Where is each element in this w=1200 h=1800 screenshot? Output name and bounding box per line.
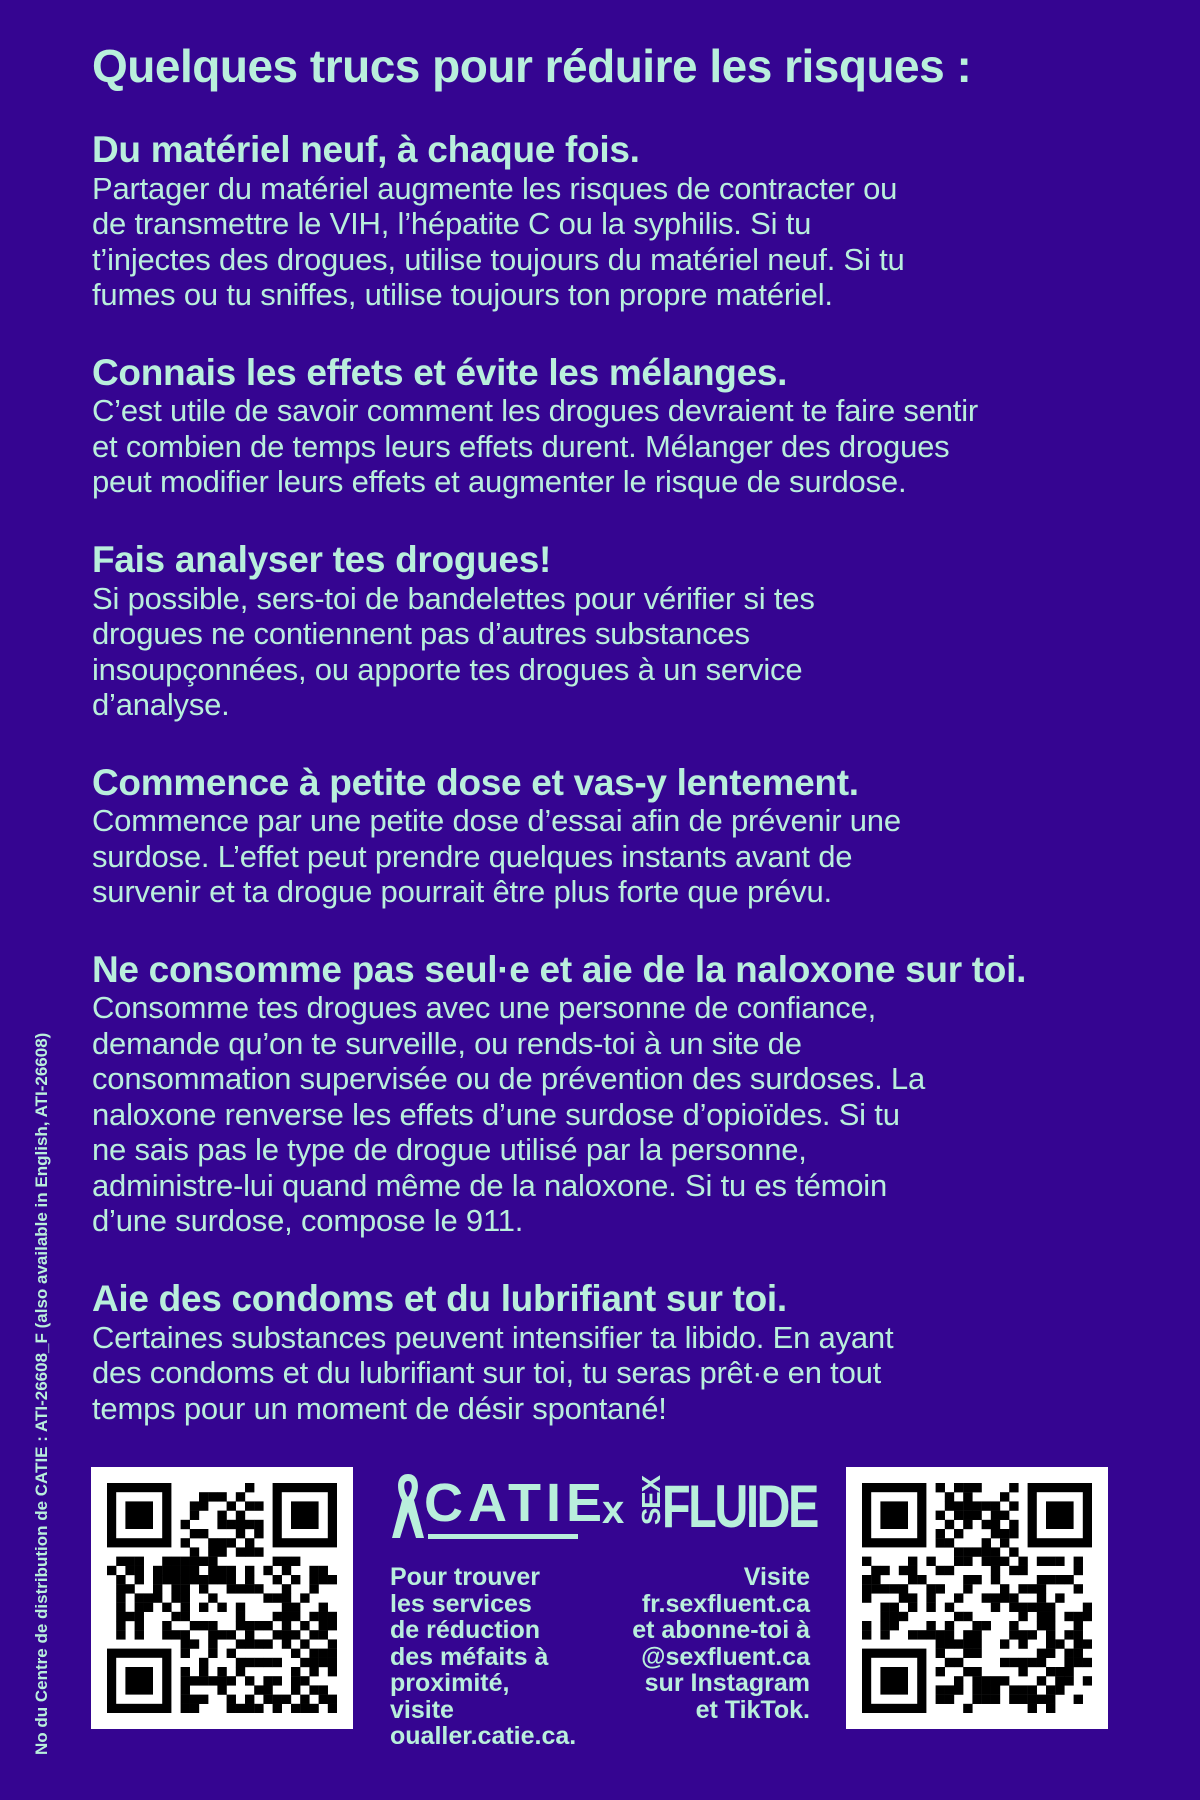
tip-line: administre-lui quand même de la naloxone. Si tu es témoin [92, 1167, 888, 1203]
tip-line: et combien de temps leurs effets durent. Mélanger des drogues [92, 428, 950, 464]
info-line: des méfaits à [390, 1642, 549, 1671]
sexfluent-text [590, 1564, 810, 1723]
tip-section [92, 1279, 1142, 1426]
info-line: et TikTok. [695, 1695, 810, 1724]
catie-services-text [390, 1564, 600, 1750]
collab-x: x [602, 1488, 625, 1532]
tip-line: survenir et ta drogue pourrait être plus forte que prévu. [92, 874, 832, 910]
tip-body [92, 803, 1142, 910]
qr-code-sexfluent[interactable] [846, 1467, 1108, 1729]
info-line: proximité, [390, 1669, 510, 1697]
info-line: Visite [743, 1563, 810, 1591]
catie-link[interactable]: oualler.catie.ca. [390, 1722, 577, 1750]
tip-line: naloxone renverse les effets d’une surdose d’opioïdes. Si tu [92, 1096, 900, 1132]
tip-section [92, 130, 1142, 313]
tip-heading: Commence à petite dose et vas-y lentement. [92, 761, 859, 803]
tip-line: temps pour un moment de désir spontané! [92, 1390, 667, 1426]
social-handle[interactable]: @sexfluent.ca [641, 1642, 810, 1671]
catie-logo: CATIE [424, 1473, 607, 1533]
tip-heading: Aie des condoms et du lubrifiant sur toi. [92, 1277, 787, 1319]
qr-code-icon [107, 1483, 337, 1713]
info-line: sur Instagram [644, 1669, 810, 1697]
tip-line: consommation supervisée ou de prévention des surdoses. La [92, 1061, 925, 1097]
tip-section [92, 540, 1142, 723]
tip-line: drogues ne contiennent pas d’autres substances [92, 616, 750, 652]
tip-line: de transmettre le VIH, l’hépatite C ou la syphilis. Si tu [92, 206, 812, 242]
tip-section [92, 353, 1142, 500]
ribbon-icon [388, 1470, 428, 1542]
tip-line: fumes ou tu sniffes, utilise toujours ton propre matériel. [92, 277, 833, 313]
tip-line: Certaines substances peuvent intensifier ta libido. En ayant [92, 1319, 894, 1355]
tip-heading: Du matériel neuf, à chaque fois. [92, 129, 640, 170]
tip-body [92, 990, 1142, 1239]
catie-logo-underline [428, 1534, 578, 1539]
sexfluide-logo-prefix: SEX [636, 1476, 666, 1526]
qr-code-catie[interactable] [91, 1467, 353, 1729]
sexfluide-logo: FLUIDE [662, 1473, 817, 1540]
tip-body [92, 1320, 1142, 1427]
tip-line: insoupçonnées, ou apporte tes drogues à un service [92, 651, 803, 687]
tip-heading: Ne consomme pas seul·e et aie de la naloxone sur toi. [92, 948, 1027, 990]
page-title: Quelques trucs pour réduire les risques : [92, 40, 972, 92]
tip-body [92, 581, 1142, 723]
tip-line: d’analyse. [92, 687, 230, 723]
distribution-note: No du Centre de distribution de CATIE : ATI-26608_F (also available in English, ATI-26608) [32, 1032, 51, 1755]
sexfluent-link[interactable]: fr.sexfluent.ca [641, 1589, 810, 1618]
tip-body [92, 393, 1142, 500]
tip-line: Commence par une petite dose d’essai afin de prévenir une [92, 803, 901, 839]
info-line: et abonne-toi à [632, 1616, 810, 1644]
info-line: Pour trouver [390, 1563, 541, 1591]
tip-line: des condoms et du lubrifiant sur toi, tu seras prêt·e en tout [92, 1355, 882, 1391]
info-line: visite [390, 1695, 454, 1724]
tip-line: Consomme tes drogues avec une personne de confiance, [92, 990, 877, 1026]
qr-code-icon [862, 1483, 1092, 1713]
info-line: les services [390, 1589, 532, 1618]
tip-section [92, 763, 1142, 910]
tip-line: Si possible, sers-toi de bandelettes pour vérifier si tes [92, 580, 815, 616]
tip-body [92, 171, 1142, 313]
tip-section [92, 950, 1142, 1239]
tip-line: t’injectes des drogues, utilise toujours du matériel neuf. Si tu [92, 241, 905, 277]
tip-line: demande qu’on te surveille, ou rends-toi à un site de [92, 1025, 802, 1061]
tip-heading: Connais les effets et évite les mélanges. [92, 351, 788, 393]
logo-row [388, 1468, 817, 1544]
tip-line: peut modifier leurs effets et augmenter le risque de surdose. [92, 464, 907, 500]
tips-list [92, 130, 1142, 1466]
tip-line: ne sais pas le type de drogue utilisé par la personne, [92, 1132, 807, 1168]
tip-heading: Fais analyser tes drogues! [92, 538, 552, 580]
tip-line: C’est utile de savoir comment les drogues devraient te faire sentir [92, 393, 979, 429]
tip-line: surdose. L’effet peut prendre quelques instants avant de [92, 838, 853, 874]
tip-line: d’une surdose, compose le 911. [92, 1203, 524, 1239]
tip-line: Partager du matériel augmente les risques de contracter ou [92, 170, 898, 206]
info-line: de réduction [390, 1616, 541, 1644]
